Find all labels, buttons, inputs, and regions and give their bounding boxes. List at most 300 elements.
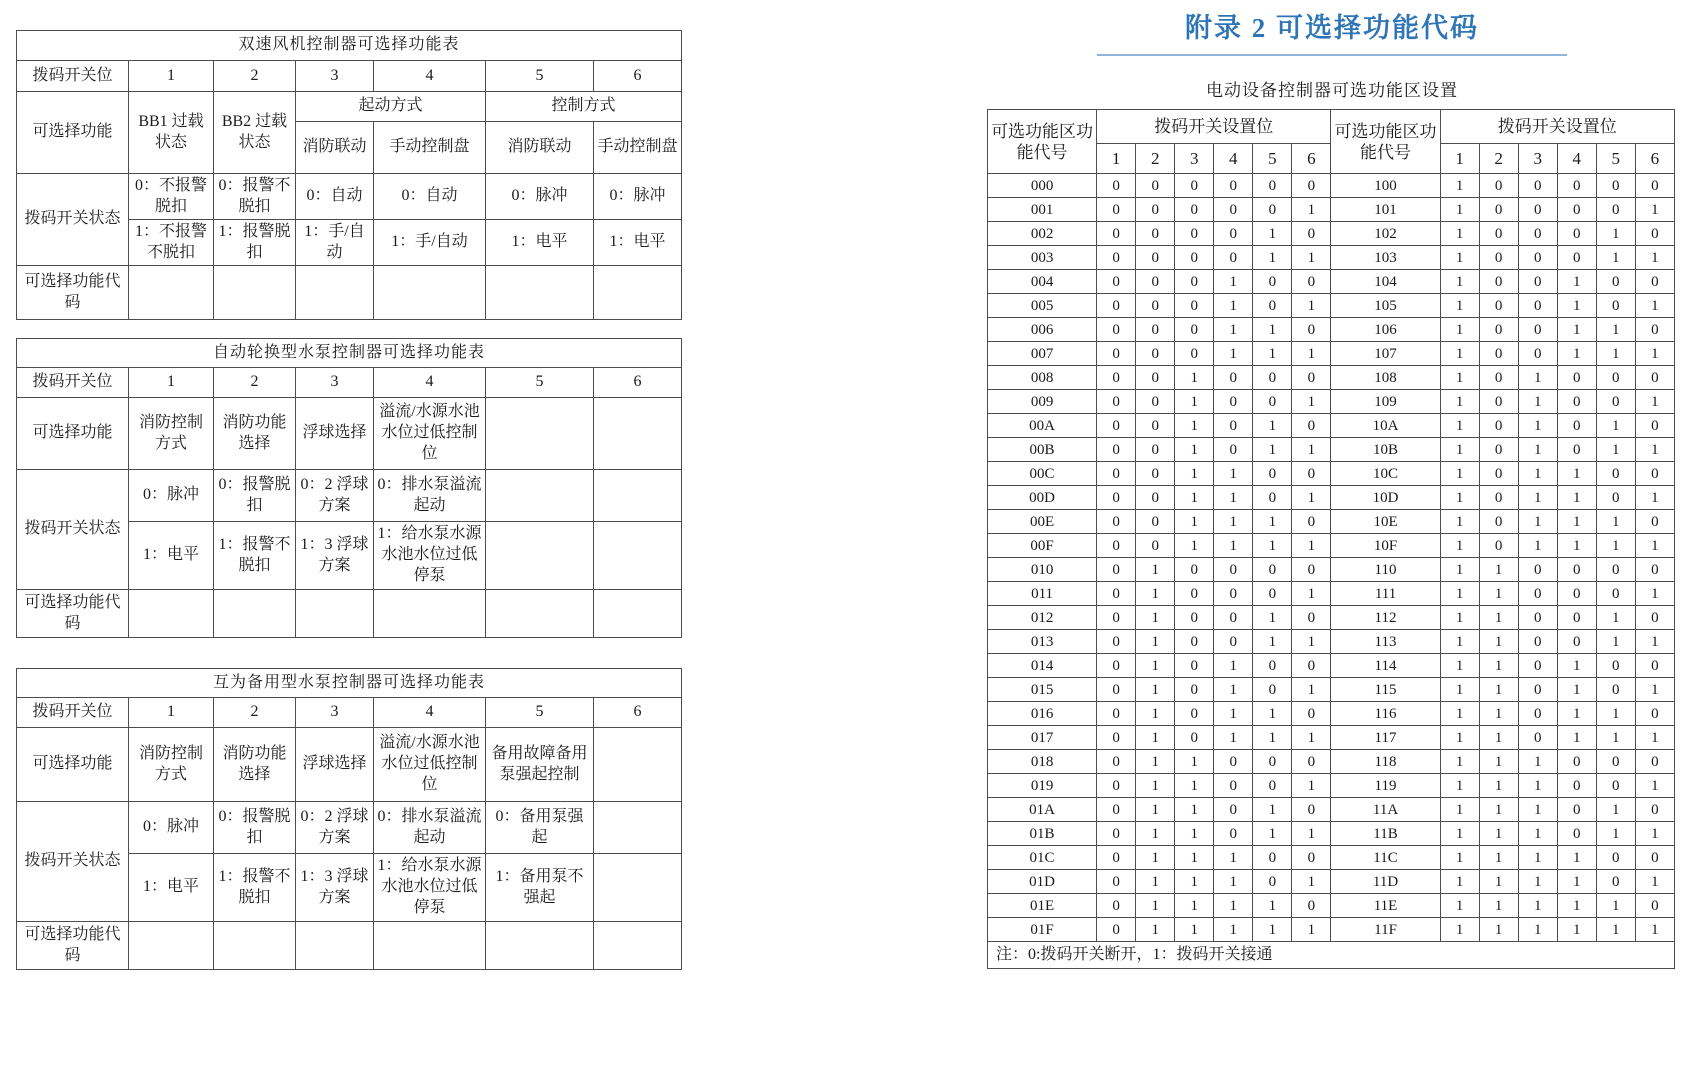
- bit-cell: 1: [1175, 870, 1214, 894]
- code-cell: 103: [1331, 246, 1440, 270]
- appendix-heading: 附录 2 可选择功能代码: [1185, 13, 1479, 43]
- bit-cell: 0: [1097, 750, 1136, 774]
- table-cell: 拨码开关状态: [17, 802, 129, 922]
- bit-cell: 1: [1136, 894, 1175, 918]
- bit-cell: 0: [1596, 294, 1635, 318]
- bit-cell: 0: [1596, 750, 1635, 774]
- table-cell: 2: [214, 61, 296, 92]
- bit-cell: 1: [1253, 822, 1292, 846]
- bit-cell: 0: [1214, 606, 1253, 630]
- bit-cell: 1: [1440, 582, 1479, 606]
- table-cell: 0：排水泵溢流起动: [374, 802, 486, 854]
- bit-cell: 0: [1175, 342, 1214, 366]
- bit-cell: 0: [1214, 798, 1253, 822]
- table-title-cell: 自动轮换型水泵控制器可选择功能表: [17, 339, 682, 368]
- bit-cell: 1: [1596, 702, 1635, 726]
- code-cell: 01D: [988, 870, 1097, 894]
- bit-cell: 1: [1292, 438, 1331, 462]
- code-cell: 01A: [988, 798, 1097, 822]
- code-row: [988, 294, 1675, 318]
- bit-cell: 0: [1097, 702, 1136, 726]
- code-row: [988, 894, 1675, 918]
- bit-cell: 1: [1596, 822, 1635, 846]
- bit-cell: 0: [1557, 414, 1596, 438]
- bit-cell: 0: [1557, 246, 1596, 270]
- bit-cell: 1: [1635, 342, 1674, 366]
- bit-position-cell: 3: [1175, 144, 1214, 174]
- bit-cell: 1: [1440, 510, 1479, 534]
- table-cell: 1：报警脱扣: [214, 220, 296, 266]
- code-cell: 00B: [988, 438, 1097, 462]
- bit-position-cell: 2: [1479, 144, 1518, 174]
- table-cell: 1：给水泵水源水池水位过低停泵: [374, 522, 486, 590]
- code-cell: 007: [988, 342, 1097, 366]
- bit-cell: 0: [1635, 798, 1674, 822]
- code-row: [988, 798, 1675, 822]
- table-cell: 1：备用泵不强起: [486, 854, 594, 922]
- bit-cell: 0: [1596, 462, 1635, 486]
- bit-cell: 0: [1097, 822, 1136, 846]
- code-row: [988, 822, 1675, 846]
- bit-cell: 0: [1175, 678, 1214, 702]
- code-cell: 019: [988, 774, 1097, 798]
- bit-cell: 1: [1136, 726, 1175, 750]
- bit-cell: 1: [1253, 414, 1292, 438]
- table-cell: 0：排水泵溢流起动: [374, 470, 486, 522]
- bit-cell: 1: [1440, 414, 1479, 438]
- table-cell: [296, 922, 374, 970]
- bit-cell: 1: [1440, 822, 1479, 846]
- table-cell: 1：电平: [129, 522, 214, 590]
- table-cell: [214, 922, 296, 970]
- code-column-header: 可选功能区功能代号: [988, 110, 1097, 174]
- bit-cell: 1: [1596, 222, 1635, 246]
- bit-cell: 0: [1097, 246, 1136, 270]
- table-cell: [486, 522, 594, 590]
- bit-cell: 0: [1136, 174, 1175, 198]
- bit-cell: 1: [1440, 318, 1479, 342]
- bit-cell: 0: [1097, 630, 1136, 654]
- bit-cell: 1: [1292, 870, 1331, 894]
- bit-cell: 1: [1136, 678, 1175, 702]
- bit-cell: 1: [1292, 486, 1331, 510]
- table-cell: 1: [129, 61, 214, 92]
- bit-cell: 0: [1136, 414, 1175, 438]
- bit-cell: 0: [1175, 222, 1214, 246]
- code-row: [988, 270, 1675, 294]
- bit-cell: 1: [1253, 318, 1292, 342]
- header-row: [988, 110, 1675, 144]
- code-cell: 102: [1331, 222, 1440, 246]
- table-cell: 1：不报警不脱扣: [129, 220, 214, 266]
- bit-cell: 0: [1635, 606, 1674, 630]
- backup-pump-table: [16, 668, 682, 970]
- table-cell: 0：不报警脱扣: [129, 174, 214, 220]
- bit-cell: 0: [1214, 558, 1253, 582]
- table-cell: 拨码开关状态: [17, 470, 129, 590]
- table-cell: [374, 922, 486, 970]
- bit-cell: 0: [1596, 390, 1635, 414]
- table-title-cell: 双速风机控制器可选择功能表: [17, 31, 682, 61]
- table-cell: 可选择功能代码: [17, 266, 129, 320]
- table-cell: 4: [374, 698, 486, 728]
- bit-cell: 1: [1557, 678, 1596, 702]
- table-cell: 浮球选择: [296, 398, 374, 470]
- table-cell: [594, 470, 682, 522]
- bit-cell: 1: [1136, 702, 1175, 726]
- bit-position-cell: 6: [1635, 144, 1674, 174]
- bit-cell: 1: [1440, 846, 1479, 870]
- code-cell: 00E: [988, 510, 1097, 534]
- bit-cell: 1: [1440, 342, 1479, 366]
- code-cell: 10D: [1331, 486, 1440, 510]
- bit-cell: 0: [1479, 438, 1518, 462]
- bit-cell: 0: [1635, 366, 1674, 390]
- bit-cell: 1: [1635, 918, 1674, 942]
- table-row: [17, 470, 682, 522]
- table-cell: 1：电平: [129, 854, 214, 922]
- table-cell: [129, 590, 214, 638]
- table-cell: 1：电平: [594, 220, 682, 266]
- bit-cell: 1: [1596, 342, 1635, 366]
- bit-cell: 1: [1635, 486, 1674, 510]
- bit-cell: 0: [1518, 294, 1557, 318]
- bit-cell: 1: [1440, 246, 1479, 270]
- bit-cell: 1: [1596, 606, 1635, 630]
- heading-underline: [1097, 54, 1567, 56]
- bit-cell: 0: [1214, 366, 1253, 390]
- bit-cell: 1: [1175, 798, 1214, 822]
- bit-cell: 0: [1557, 606, 1596, 630]
- bit-cell: 0: [1635, 462, 1674, 486]
- bit-cell: 0: [1518, 342, 1557, 366]
- bit-cell: 0: [1253, 654, 1292, 678]
- bit-cell: 1: [1557, 870, 1596, 894]
- bit-cell: 0: [1479, 246, 1518, 270]
- code-cell: 10F: [1331, 534, 1440, 558]
- bit-cell: 1: [1518, 870, 1557, 894]
- code-cell: 109: [1331, 390, 1440, 414]
- bit-cell: 0: [1253, 486, 1292, 510]
- bit-cell: 0: [1097, 534, 1136, 558]
- table-row: [17, 922, 682, 970]
- bit-cell: 0: [1175, 294, 1214, 318]
- bit-cell: 0: [1557, 438, 1596, 462]
- bit-cell: 1: [1635, 678, 1674, 702]
- table-cell: 拨码开关位: [17, 61, 129, 92]
- bit-cell: 1: [1214, 534, 1253, 558]
- bit-cell: 1: [1479, 846, 1518, 870]
- code-cell: 10A: [1331, 414, 1440, 438]
- code-column-header: 可选功能区功能代号: [1331, 110, 1440, 174]
- bit-cell: 1: [1214, 294, 1253, 318]
- bit-cell: 1: [1175, 366, 1214, 390]
- table-cell: 0：报警脱扣: [214, 802, 296, 854]
- bit-cell: 0: [1097, 462, 1136, 486]
- bit-cell: 0: [1253, 366, 1292, 390]
- code-row: [988, 534, 1675, 558]
- table-cell: 6: [594, 368, 682, 398]
- bit-cell: 0: [1175, 582, 1214, 606]
- bit-cell: 0: [1253, 678, 1292, 702]
- table-cell: 1：3 浮球方案: [296, 854, 374, 922]
- bit-cell: 1: [1440, 630, 1479, 654]
- bit-cell: 1: [1518, 846, 1557, 870]
- bit-cell: 1: [1557, 846, 1596, 870]
- code-row: [988, 558, 1675, 582]
- code-row: [988, 390, 1675, 414]
- bit-cell: 0: [1214, 438, 1253, 462]
- bit-cell: 1: [1214, 510, 1253, 534]
- bit-cell: 1: [1175, 438, 1214, 462]
- bit-cell: 0: [1635, 414, 1674, 438]
- bit-position-cell: 1: [1440, 144, 1479, 174]
- bit-cell: 0: [1518, 606, 1557, 630]
- bit-cell: 1: [1440, 774, 1479, 798]
- code-row: [988, 870, 1675, 894]
- bit-cell: 0: [1097, 222, 1136, 246]
- code-row: [988, 486, 1675, 510]
- bit-cell: 0: [1097, 678, 1136, 702]
- table-cell: 3: [296, 368, 374, 398]
- table-cell: [594, 398, 682, 470]
- bit-cell: 1: [1214, 726, 1253, 750]
- table-cell: 消防联动: [486, 122, 594, 174]
- bits-column-header: 拨码开关设置位: [1097, 110, 1331, 144]
- bit-cell: 1: [1136, 606, 1175, 630]
- code-cell: 018: [988, 750, 1097, 774]
- bit-cell: 1: [1440, 702, 1479, 726]
- bit-cell: 1: [1557, 510, 1596, 534]
- code-cell: 10E: [1331, 510, 1440, 534]
- table-cell: 1：3 浮球方案: [296, 522, 374, 590]
- bit-cell: 0: [1518, 318, 1557, 342]
- table-cell: 备用故障备用泵强起控制: [486, 728, 594, 802]
- table-cell: 0：2 浮球方案: [296, 470, 374, 522]
- table-cell: 消防功能选择: [214, 398, 296, 470]
- bit-cell: 1: [1596, 918, 1635, 942]
- table-cell: 0：脉冲: [129, 802, 214, 854]
- table-cell: [486, 266, 594, 320]
- bit-cell: 0: [1214, 222, 1253, 246]
- table-cell: 0：脉冲: [594, 174, 682, 220]
- bit-cell: 0: [1557, 390, 1596, 414]
- bit-cell: 1: [1214, 654, 1253, 678]
- bit-cell: 1: [1440, 870, 1479, 894]
- code-cell: 104: [1331, 270, 1440, 294]
- table-row: [17, 728, 682, 802]
- code-row: [988, 462, 1675, 486]
- bit-cell: 0: [1175, 318, 1214, 342]
- bit-cell: 0: [1136, 438, 1175, 462]
- bit-cell: 1: [1136, 822, 1175, 846]
- code-cell: 110: [1331, 558, 1440, 582]
- table-cell: [214, 590, 296, 638]
- bit-cell: 0: [1097, 654, 1136, 678]
- bit-cell: 0: [1097, 726, 1136, 750]
- bit-cell: 0: [1136, 342, 1175, 366]
- bit-cell: 1: [1214, 846, 1253, 870]
- code-cell: 00F: [988, 534, 1097, 558]
- bit-cell: 0: [1596, 198, 1635, 222]
- code-row: [988, 366, 1675, 390]
- bit-cell: 0: [1097, 558, 1136, 582]
- bit-cell: 0: [1097, 870, 1136, 894]
- bit-cell: 0: [1479, 366, 1518, 390]
- table-cell: 可选择功能: [17, 398, 129, 470]
- table-cell: 可选择功能代码: [17, 590, 129, 638]
- bit-cell: 1: [1214, 270, 1253, 294]
- table-cell: 消防功能选择: [214, 728, 296, 802]
- bit-cell: 1: [1479, 654, 1518, 678]
- bit-cell: 0: [1292, 462, 1331, 486]
- bit-cell: 1: [1596, 438, 1635, 462]
- bit-cell: 1: [1635, 582, 1674, 606]
- bit-cell: 1: [1292, 390, 1331, 414]
- bit-cell: 0: [1097, 918, 1136, 942]
- appendix-column: [987, 12, 1677, 969]
- code-row: [988, 630, 1675, 654]
- table-cell: [374, 590, 486, 638]
- code-table-caption: 电动设备控制器可选功能区设置: [1206, 81, 1458, 101]
- bit-cell: 0: [1253, 870, 1292, 894]
- table-row: [17, 802, 682, 854]
- code-row: [988, 222, 1675, 246]
- table-cell: 0：2 浮球方案: [296, 802, 374, 854]
- bit-cell: 0: [1136, 318, 1175, 342]
- bit-cell: 0: [1253, 198, 1292, 222]
- bit-cell: 0: [1557, 750, 1596, 774]
- table-cell: 0：备用泵强起: [486, 802, 594, 854]
- bit-cell: 0: [1253, 582, 1292, 606]
- bit-cell: 0: [1479, 174, 1518, 198]
- table-cell: [486, 590, 594, 638]
- bit-cell: 0: [1292, 894, 1331, 918]
- bit-cell: 0: [1136, 366, 1175, 390]
- table-cell: 溢流/水源水池水位过低控制位: [374, 398, 486, 470]
- bit-cell: 0: [1479, 222, 1518, 246]
- code-cell: 017: [988, 726, 1097, 750]
- bit-cell: 0: [1635, 318, 1674, 342]
- bit-cell: 1: [1440, 174, 1479, 198]
- bit-cell: 1: [1253, 702, 1292, 726]
- table-cell: 0：脉冲: [129, 470, 214, 522]
- bit-cell: 0: [1175, 198, 1214, 222]
- bit-cell: 0: [1097, 366, 1136, 390]
- table-row: [17, 61, 682, 92]
- bit-cell: 0: [1097, 438, 1136, 462]
- bit-cell: 0: [1253, 270, 1292, 294]
- bit-cell: 0: [1518, 582, 1557, 606]
- bit-cell: 0: [1136, 486, 1175, 510]
- bit-cell: 1: [1292, 294, 1331, 318]
- bit-cell: 0: [1557, 822, 1596, 846]
- bit-cell: 0: [1097, 342, 1136, 366]
- code-cell: 008: [988, 366, 1097, 390]
- table-cell: 拨码开关位: [17, 698, 129, 728]
- bit-cell: 0: [1175, 606, 1214, 630]
- bit-cell: 1: [1253, 510, 1292, 534]
- code-cell: 010: [988, 558, 1097, 582]
- bit-cell: 0: [1097, 510, 1136, 534]
- bit-cell: 1: [1253, 630, 1292, 654]
- bit-cell: 0: [1479, 534, 1518, 558]
- bit-cell: 1: [1136, 654, 1175, 678]
- bit-cell: 0: [1097, 270, 1136, 294]
- code-cell: 012: [988, 606, 1097, 630]
- bit-cell: 1: [1440, 270, 1479, 294]
- table-cell: 1：报警不脱扣: [214, 854, 296, 922]
- bit-cell: 1: [1518, 486, 1557, 510]
- code-row: [988, 846, 1675, 870]
- table-cell: [594, 802, 682, 854]
- bit-cell: 0: [1097, 390, 1136, 414]
- code-cell: 01B: [988, 822, 1097, 846]
- bit-cell: 1: [1557, 270, 1596, 294]
- bit-cell: 0: [1635, 558, 1674, 582]
- bit-cell: 0: [1253, 390, 1292, 414]
- bit-cell: 0: [1635, 894, 1674, 918]
- bit-cell: 1: [1175, 414, 1214, 438]
- bit-cell: 0: [1097, 486, 1136, 510]
- bit-cell: 0: [1097, 198, 1136, 222]
- bit-cell: 1: [1253, 534, 1292, 558]
- code-cell: 111: [1331, 582, 1440, 606]
- table-cell: 浮球选择: [296, 728, 374, 802]
- table-cell: 可选择功能: [17, 92, 129, 174]
- table-cell: 溢流/水源水池水位过低控制位: [374, 728, 486, 802]
- bit-cell: 0: [1214, 774, 1253, 798]
- code-cell: 003: [988, 246, 1097, 270]
- table-cell: 手动控制盘: [374, 122, 486, 174]
- bit-cell: 0: [1518, 198, 1557, 222]
- bit-cell: 1: [1518, 894, 1557, 918]
- bit-cell: 0: [1596, 486, 1635, 510]
- table-cell: 0：报警脱扣: [214, 470, 296, 522]
- bit-cell: 1: [1292, 822, 1331, 846]
- bit-cell: 1: [1175, 462, 1214, 486]
- bit-cell: 0: [1292, 750, 1331, 774]
- note-row: [988, 942, 1675, 969]
- bit-position-cell: 5: [1253, 144, 1292, 174]
- table-cell: 3: [296, 61, 374, 92]
- bit-cell: 1: [1253, 606, 1292, 630]
- bit-cell: 0: [1518, 270, 1557, 294]
- bit-cell: 0: [1097, 798, 1136, 822]
- table-row: [17, 92, 682, 122]
- bit-cell: 0: [1557, 366, 1596, 390]
- bit-cell: 1: [1136, 582, 1175, 606]
- bit-cell: 0: [1557, 222, 1596, 246]
- bit-cell: 0: [1136, 246, 1175, 270]
- bit-cell: 0: [1253, 294, 1292, 318]
- bit-cell: 1: [1557, 294, 1596, 318]
- table-cell: [214, 266, 296, 320]
- bit-cell: 1: [1557, 918, 1596, 942]
- code-cell: 004: [988, 270, 1097, 294]
- bit-cell: 0: [1214, 750, 1253, 774]
- code-cell: 016: [988, 702, 1097, 726]
- bit-cell: 0: [1635, 174, 1674, 198]
- bit-cell: 1: [1214, 462, 1253, 486]
- bit-cell: 0: [1214, 246, 1253, 270]
- code-cell: 119: [1331, 774, 1440, 798]
- bit-cell: 1: [1175, 390, 1214, 414]
- bit-cell: 0: [1518, 246, 1557, 270]
- bit-cell: 0: [1557, 630, 1596, 654]
- bit-cell: 0: [1635, 222, 1674, 246]
- bit-cell: 1: [1557, 318, 1596, 342]
